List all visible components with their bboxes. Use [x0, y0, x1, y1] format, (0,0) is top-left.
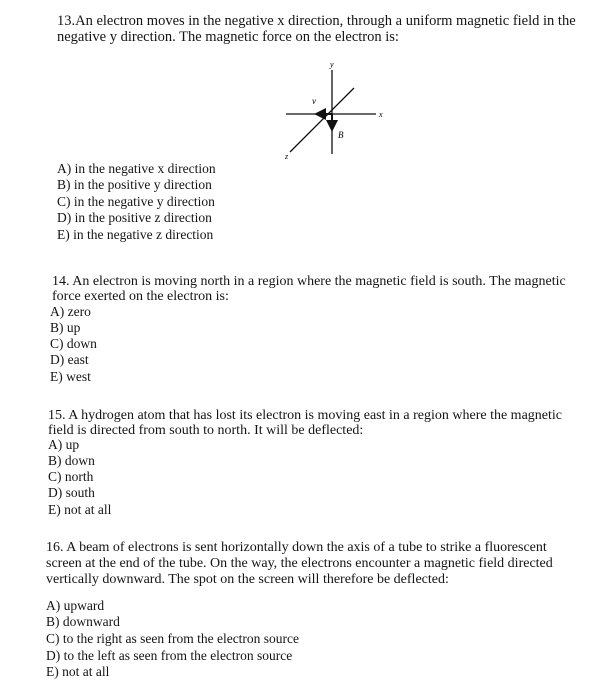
q14-option-e[interactable]: E) west [50, 369, 91, 384]
q14-option-b[interactable]: B) up [50, 320, 81, 335]
q13-option-a[interactable]: A) in the negative x direction [57, 161, 216, 176]
q13-text-line-2: negative y direction. The magnetic force on the electron is: [57, 29, 399, 45]
q14-option-a[interactable]: A) zero [50, 304, 91, 319]
q16-text-line-1: 16. A beam of electrons is sent horizontally down the axis of a tube to strike a fluorescent [46, 540, 547, 555]
velocity-label: v [312, 96, 316, 106]
q13-text-line-1: 13.An electron moves in the negative x direction, through a uniform magnetic field in the [57, 13, 576, 29]
q13-option-e[interactable]: E) in the negative z direction [57, 227, 214, 242]
q16-text-line-3: vertically downward. The spot on the screen will therefore be deflected: [46, 572, 449, 587]
q15-text-line-1: 15. A hydrogen atom that has lost its electron is moving east in a region where the magnetic [48, 408, 562, 423]
q14-option-d[interactable]: D) east [50, 352, 89, 367]
magnetic-field-label: B [338, 130, 344, 140]
q15-text-line-2: field is directed from south to north. It will be deflected: [48, 423, 364, 438]
q16-option-d[interactable]: D) to the left as seen from the electron source [46, 648, 293, 663]
q16-option-c[interactable]: C) to the right as seen from the electron source [46, 631, 300, 646]
q13-option-c[interactable]: C) in the negative y direction [57, 194, 215, 209]
q15-option-d[interactable]: D) south [48, 485, 95, 500]
axis-label-x: x [379, 110, 383, 119]
q16-option-e[interactable]: E) not at all [46, 664, 110, 679]
q15-option-a[interactable]: A) up [48, 437, 80, 452]
q16-text-line-2: screen at the end of the tube. On the way, the electrons encounter a magnetic field directed [46, 556, 553, 571]
q15-option-e[interactable]: E) not at all [48, 502, 112, 517]
q14-text-line-1: 14. An electron is moving north in a region where the magnetic field is south. The magnetic [52, 274, 566, 289]
q15-option-c[interactable]: C) north [48, 469, 94, 484]
axis-label-y: y [330, 60, 334, 69]
q16-option-b[interactable]: B) downward [46, 614, 120, 629]
q15-option-b[interactable]: B) down [48, 453, 95, 468]
q16-option-a[interactable]: A) upward [46, 598, 105, 613]
q14-text-line-2: force exerted on the electron is: [52, 289, 229, 304]
q13-option-b[interactable]: B) in the positive y direction [57, 177, 212, 192]
q13-option-d[interactable]: D) in the positive z direction [57, 210, 212, 225]
axis-label-z: z [285, 152, 289, 161]
q14-option-c[interactable]: C) down [50, 336, 97, 351]
z-axis [290, 88, 354, 152]
coordinate-axes-diagram [278, 58, 388, 170]
